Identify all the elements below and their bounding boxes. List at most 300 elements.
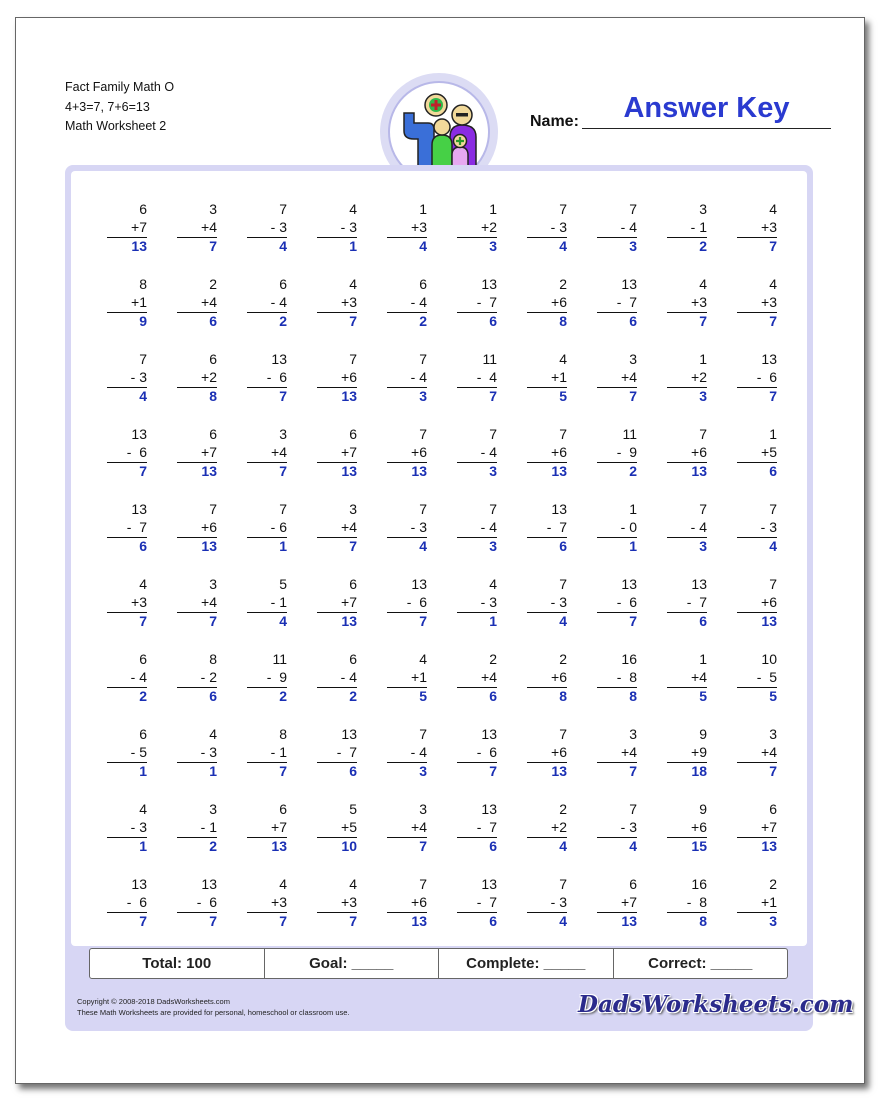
problem-answer: 6 — [629, 313, 637, 329]
problem-operand: +6 — [551, 294, 567, 310]
problem — [527, 575, 567, 630]
total-cell: Total: 100 — [90, 949, 265, 978]
problem-answer: 7 — [489, 763, 497, 779]
problem-operand: +3 — [411, 219, 427, 235]
problem-operand: - 7 — [476, 894, 497, 910]
problem — [457, 200, 497, 255]
problem — [387, 650, 427, 705]
problem-operand: +4 — [761, 744, 777, 760]
problem-answer: 6 — [489, 688, 497, 704]
problem-answer: 7 — [209, 913, 217, 929]
problem-answer: 3 — [419, 763, 427, 779]
problem-answer: 7 — [209, 238, 217, 254]
problem — [317, 500, 357, 555]
problem — [387, 875, 427, 930]
problem-top: 1 — [769, 426, 777, 442]
problem-top: 6 — [769, 801, 777, 817]
problem — [317, 425, 357, 480]
problem-top: 7 — [699, 426, 707, 442]
problem — [177, 575, 217, 630]
problem-answer: 15 — [691, 838, 707, 854]
problem — [387, 350, 427, 405]
problem-answer: 2 — [209, 838, 217, 854]
problem-top: 6 — [209, 351, 217, 367]
problem-answer: 8 — [209, 388, 217, 404]
problem-top: 7 — [559, 876, 567, 892]
problem-answer: 5 — [769, 688, 777, 704]
problem — [527, 425, 567, 480]
problem-top: 7 — [419, 426, 427, 442]
problem — [737, 200, 777, 255]
problem-answer: 13 — [761, 613, 777, 629]
worksheet-title: Fact Family Math O — [65, 80, 175, 94]
problem — [387, 800, 427, 855]
problem-answer: 6 — [559, 538, 567, 554]
problem-top: 1 — [699, 351, 707, 367]
problem-answer: 1 — [209, 763, 217, 779]
problem — [317, 200, 357, 255]
problem-answer: 2 — [139, 688, 147, 704]
problem-operand: - 9 — [266, 669, 287, 685]
problem-top: 13 — [131, 501, 147, 517]
problem-answer: 1 — [139, 838, 147, 854]
problem-top: 6 — [349, 651, 357, 667]
problem-answer: 3 — [699, 538, 707, 554]
problem-answer: 3 — [769, 913, 777, 929]
problem-operand: - 4 — [410, 369, 427, 385]
problem — [667, 650, 707, 705]
problem-operand: - 6 — [476, 744, 497, 760]
problem — [247, 425, 287, 480]
problem-top: 3 — [209, 201, 217, 217]
problem — [177, 725, 217, 780]
problem-answer: 8 — [559, 688, 567, 704]
problem-operand: - 6 — [270, 519, 287, 535]
name-label: Name: — [530, 113, 579, 130]
problem-top: 4 — [699, 276, 707, 292]
problem-top: 13 — [481, 876, 497, 892]
problem-operand: - 7 — [546, 519, 567, 535]
problem-operand: - 4 — [270, 294, 287, 310]
problem-top: 3 — [629, 726, 637, 742]
problem-top: 11 — [482, 351, 497, 367]
problem-top: 4 — [349, 276, 357, 292]
worksheet-facts: 4+3=7, 7+6=13 — [65, 99, 150, 114]
problem-operand: +6 — [691, 444, 707, 460]
problem-top: 6 — [279, 801, 287, 817]
problem-operand: +4 — [201, 219, 217, 235]
problem — [317, 800, 357, 855]
problem — [247, 875, 287, 930]
problem-answer: 13 — [551, 763, 567, 779]
problem-top: 7 — [349, 351, 357, 367]
problem-operand: +7 — [271, 819, 287, 835]
problem-operand: - 0 — [620, 519, 637, 535]
problem-top: 6 — [139, 651, 147, 667]
problem-top: 6 — [279, 276, 287, 292]
problem-top: 1 — [489, 201, 497, 217]
usage-note: These Math Worksheets are provided for personal, homeschool or classroom use. — [77, 1008, 350, 1017]
problem — [737, 575, 777, 630]
problem-operand: +3 — [131, 594, 147, 610]
problem — [177, 800, 217, 855]
problem-answer: 3 — [699, 388, 707, 404]
problem-top: 13 — [201, 876, 217, 892]
problem-answer: 7 — [139, 613, 147, 629]
problem-operand: - 6 — [196, 894, 217, 910]
problem — [387, 200, 427, 255]
problem — [317, 575, 357, 630]
problem-top: 6 — [139, 726, 147, 742]
problem-operand: - 1 — [200, 819, 217, 835]
problem — [317, 350, 357, 405]
problem — [247, 275, 287, 330]
problem-top: 3 — [209, 801, 217, 817]
problem-operand: +6 — [201, 519, 217, 535]
problem-frame — [65, 165, 854, 1031]
problem — [667, 725, 707, 780]
problem — [107, 425, 147, 480]
problem — [737, 725, 777, 780]
problem-top: 5 — [279, 576, 287, 592]
goal-cell: Goal: _____ — [265, 949, 440, 978]
problem-operand: - 7 — [476, 819, 497, 835]
problem-top: 7 — [419, 351, 427, 367]
problem-answer: 13 — [411, 913, 427, 929]
problem-answer: 13 — [201, 463, 217, 479]
problem-answer: 6 — [699, 613, 707, 629]
problem — [387, 425, 427, 480]
problem-top: 7 — [279, 501, 287, 517]
problem — [597, 725, 637, 780]
problem — [247, 350, 287, 405]
problem-operand: +7 — [341, 594, 357, 610]
problem-top: 3 — [419, 801, 427, 817]
problem-operand: +3 — [691, 294, 707, 310]
problem-top: 13 — [271, 351, 287, 367]
problem-operand: - 8 — [686, 894, 707, 910]
problem — [597, 425, 637, 480]
problem-operand: +4 — [201, 594, 217, 610]
problem-answer: 9 — [139, 313, 147, 329]
problem-answer: 13 — [341, 388, 357, 404]
problem-operand: - 6 — [126, 444, 147, 460]
problem — [527, 800, 567, 855]
problem — [527, 650, 567, 705]
problem — [737, 800, 777, 855]
problem-operand: - 9 — [616, 444, 637, 460]
problem — [527, 875, 567, 930]
problem-operand: - 6 — [266, 369, 287, 385]
problem-operand: - 3 — [550, 219, 567, 235]
problem — [387, 725, 427, 780]
problem — [317, 275, 357, 330]
problem — [177, 875, 217, 930]
problem — [457, 575, 497, 630]
problem — [317, 725, 357, 780]
problem — [527, 725, 567, 780]
problem-answer: 13 — [761, 838, 777, 854]
problem-operand: - 3 — [550, 594, 567, 610]
problem — [107, 875, 147, 930]
problem — [247, 575, 287, 630]
problem-answer: 6 — [209, 313, 217, 329]
problem-operand: +7 — [761, 819, 777, 835]
problem — [457, 650, 497, 705]
problem — [527, 500, 567, 555]
problem-top: 4 — [769, 201, 777, 217]
problem-operand: +1 — [131, 294, 147, 310]
problem — [597, 875, 637, 930]
problem — [107, 650, 147, 705]
problem-top: 3 — [769, 726, 777, 742]
problem-answer: 2 — [279, 313, 287, 329]
problem-top: 7 — [419, 726, 427, 742]
problem-answer: 6 — [769, 463, 777, 479]
problem-top: 7 — [419, 876, 427, 892]
problem — [667, 275, 707, 330]
problem-answer: 7 — [139, 913, 147, 929]
problem-top: 2 — [559, 801, 567, 817]
problem-operand: +4 — [411, 819, 427, 835]
problem-answer: 7 — [769, 313, 777, 329]
problem-operand: +6 — [691, 819, 707, 835]
problem-answer: 6 — [209, 688, 217, 704]
problem-top: 13 — [551, 501, 567, 517]
problem-answer: 1 — [489, 613, 497, 629]
problem — [177, 350, 217, 405]
problem-top: 7 — [559, 201, 567, 217]
problem-answer: 1 — [349, 238, 357, 254]
problem-answer: 13 — [341, 463, 357, 479]
problem-answer: 1 — [139, 763, 147, 779]
problem-answer: 13 — [691, 463, 707, 479]
problem-top: 4 — [349, 201, 357, 217]
problem-answer: 13 — [131, 238, 147, 254]
problem-answer: 6 — [489, 913, 497, 929]
problem-operand: +6 — [551, 669, 567, 685]
problem-answer: 13 — [621, 913, 637, 929]
problem-top: 8 — [279, 726, 287, 742]
problem-operand: +5 — [761, 444, 777, 460]
footer-text — [77, 996, 350, 1018]
problem-operand: - 4 — [690, 519, 707, 535]
problem-answer: 7 — [699, 313, 707, 329]
problem-top: 16 — [621, 651, 637, 667]
problem — [387, 575, 427, 630]
problem — [667, 350, 707, 405]
problem-operand: - 3 — [130, 819, 147, 835]
problem-top: 13 — [481, 801, 497, 817]
problem-operand: +6 — [411, 444, 427, 460]
problem-answer: 7 — [629, 763, 637, 779]
problem-operand: - 7 — [336, 744, 357, 760]
problem-top: 13 — [131, 426, 147, 442]
problem-answer: 5 — [559, 388, 567, 404]
problem-top: 3 — [699, 201, 707, 217]
problem — [667, 575, 707, 630]
problem — [667, 875, 707, 930]
problem-answer: 13 — [411, 463, 427, 479]
problem-operand: - 5 — [130, 744, 147, 760]
problem — [527, 350, 567, 405]
problem-answer: 4 — [559, 913, 567, 929]
problem-answer: 5 — [419, 688, 427, 704]
problem-answer: 4 — [279, 613, 287, 629]
problem — [597, 650, 637, 705]
problem-top: 6 — [139, 201, 147, 217]
problem-top: 13 — [621, 576, 637, 592]
problem-operand: +4 — [271, 444, 287, 460]
problem-operand: - 4 — [480, 444, 497, 460]
problem-top: 16 — [691, 876, 707, 892]
problem — [177, 425, 217, 480]
problem — [317, 875, 357, 930]
problem-answer: 7 — [279, 913, 287, 929]
problem-operand: - 3 — [550, 894, 567, 910]
problem-answer: 4 — [279, 238, 287, 254]
problem — [667, 800, 707, 855]
copyright-text: Copyright © 2008-2018 DadsWorksheets.com — [77, 997, 230, 1006]
problem-operand: - 3 — [410, 519, 427, 535]
problem-answer: 7 — [769, 763, 777, 779]
problem-top: 7 — [559, 726, 567, 742]
problem — [247, 200, 287, 255]
problem-operand: +6 — [341, 369, 357, 385]
problem-operand: +6 — [761, 594, 777, 610]
problem-operand: +3 — [271, 894, 287, 910]
problem-operand: - 4 — [480, 519, 497, 535]
problem-answer: 8 — [559, 313, 567, 329]
problem — [597, 575, 637, 630]
problem-operand: +2 — [481, 219, 497, 235]
problem-operand: - 6 — [406, 594, 427, 610]
problem — [247, 800, 287, 855]
problem-operand: +6 — [411, 894, 427, 910]
problem-top: 2 — [559, 276, 567, 292]
problem-top: 4 — [489, 576, 497, 592]
problem-answer: 7 — [629, 613, 637, 629]
problem — [177, 650, 217, 705]
problem-operand: +2 — [201, 369, 217, 385]
name-line — [582, 128, 831, 129]
correct-cell: Correct: _____ — [648, 955, 753, 972]
problem-top: 7 — [139, 351, 147, 367]
problem — [667, 200, 707, 255]
problem — [737, 350, 777, 405]
problem-operand: - 1 — [270, 594, 287, 610]
problem-answer: 4 — [769, 538, 777, 554]
problem-top: 7 — [699, 501, 707, 517]
problem — [177, 500, 217, 555]
problem — [387, 275, 427, 330]
problem — [737, 650, 777, 705]
problem-top: 7 — [419, 501, 427, 517]
problem — [107, 800, 147, 855]
problem-answer: 7 — [489, 388, 497, 404]
brand-logo: DadsWorksheets.com — [578, 991, 854, 1018]
problem-top: 1 — [629, 501, 637, 517]
problem-answer: 7 — [139, 463, 147, 479]
problem-answer: 3 — [629, 238, 637, 254]
problem-operand: - 6 — [756, 369, 777, 385]
problem-answer: 13 — [201, 538, 217, 554]
problem-top: 4 — [419, 651, 427, 667]
problem — [667, 500, 707, 555]
problem — [107, 500, 147, 555]
problem-operand: +1 — [411, 669, 427, 685]
problem-answer: 6 — [489, 313, 497, 329]
problem-operand: - 8 — [616, 669, 637, 685]
problem-answer: 3 — [489, 538, 497, 554]
problem-top: 7 — [769, 501, 777, 517]
problem-answer: 5 — [699, 688, 707, 704]
problem-operand: +1 — [551, 369, 567, 385]
problem-top: 3 — [629, 351, 637, 367]
problem — [737, 875, 777, 930]
problem-answer: 1 — [279, 538, 287, 554]
problem-top: 8 — [139, 276, 147, 292]
problem — [457, 500, 497, 555]
problem-operand: - 3 — [760, 519, 777, 535]
problem-top: 13 — [761, 351, 777, 367]
problem-top: 13 — [621, 276, 637, 292]
problem-operand: - 1 — [690, 219, 707, 235]
problem-top: 8 — [209, 651, 217, 667]
problem — [597, 275, 637, 330]
problem-operand: +5 — [341, 819, 357, 835]
problem-answer: 8 — [629, 688, 637, 704]
problem-operand: - 5 — [756, 669, 777, 685]
problem-operand: +2 — [691, 369, 707, 385]
problem — [107, 725, 147, 780]
problem-answer: 2 — [279, 688, 287, 704]
problem-top: 4 — [139, 576, 147, 592]
problem-top: 11 — [272, 651, 287, 667]
problem-answer: 10 — [341, 838, 357, 854]
problem-top: 4 — [559, 351, 567, 367]
problem — [737, 425, 777, 480]
problem-answer: 7 — [769, 238, 777, 254]
worksheet-header — [65, 78, 174, 137]
problem-top: 1 — [699, 651, 707, 667]
problem-top: 7 — [209, 501, 217, 517]
problem-operand: +3 — [761, 219, 777, 235]
problem — [387, 500, 427, 555]
problem — [247, 500, 287, 555]
problem-answer: 7 — [209, 613, 217, 629]
problem-answer: 3 — [489, 463, 497, 479]
problem-operand: - 1 — [270, 744, 287, 760]
problem-answer: 2 — [349, 688, 357, 704]
problem-top: 4 — [349, 876, 357, 892]
problem — [107, 275, 147, 330]
problem-operand: - 4 — [130, 669, 147, 685]
problem-operand: - 3 — [620, 819, 637, 835]
problem-top: 7 — [629, 801, 637, 817]
problem-answer: 7 — [629, 388, 637, 404]
problem-operand: +3 — [341, 294, 357, 310]
problem-answer: 7 — [419, 613, 427, 629]
problem — [597, 350, 637, 405]
problem — [107, 350, 147, 405]
problem-operand: +7 — [341, 444, 357, 460]
problem-operand: +4 — [341, 519, 357, 535]
problem — [737, 500, 777, 555]
problem-top: 11 — [622, 426, 637, 442]
problem-operand: +3 — [761, 294, 777, 310]
problem-top: 4 — [769, 276, 777, 292]
